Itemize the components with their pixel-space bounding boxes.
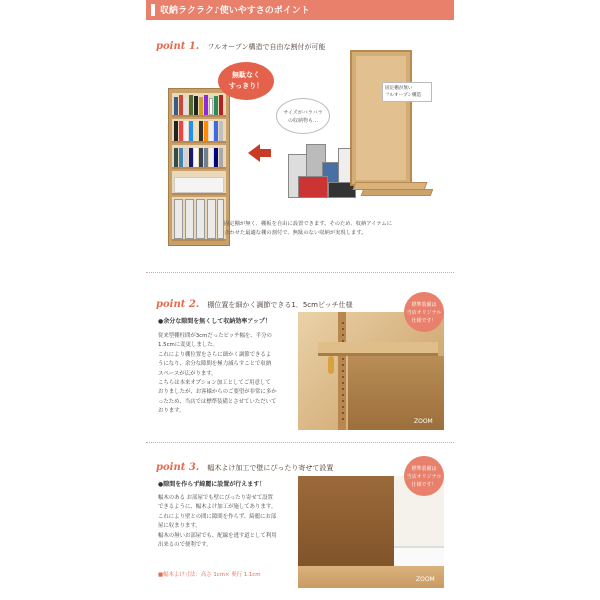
- point-2-body: [158, 332, 277, 417]
- point-1-title: フルオープン構造で自由な割付が可能: [207, 43, 326, 51]
- badge-line: 標準装備は: [411, 466, 437, 472]
- shelf-row: [172, 197, 226, 241]
- badge-line: 仕様です！: [411, 482, 437, 488]
- body-line: うになり、余分な隙間を極力減らすことで収納: [158, 361, 272, 368]
- point-1-label: point 1.: [156, 41, 200, 52]
- shelf-row: [172, 119, 226, 143]
- badge-line: 当店オリジナル: [406, 474, 442, 480]
- shelf-row: [172, 93, 226, 117]
- shelf-interior: [356, 56, 406, 180]
- body-line: ったため、当店では標準装備とさせていただいて: [158, 398, 277, 405]
- thought-cloud: [276, 98, 330, 134]
- point-3-body: [158, 494, 277, 550]
- left-arrow-icon-tail: [259, 149, 271, 157]
- body-line: これにより棚位置をさらに細かく調節できるよ: [158, 351, 272, 358]
- section-divider: [146, 272, 454, 273]
- frame-callout: [382, 82, 432, 102]
- callout-line: 固定棚が無い: [385, 86, 413, 91]
- point-2-heading: [156, 292, 353, 311]
- empty-shelf-frame-image: [350, 50, 412, 186]
- baseboard-dimension-note: ■幅木よけ寸法：高さ 1cm× 奥行 1.1cm: [158, 572, 261, 578]
- body-line: 幅木のある お部屋でも壁にぴったり寄せて設置: [158, 495, 273, 501]
- body-line: スペースが広がります。: [158, 370, 217, 377]
- body-line: できるように、幅木よけ加工が施してあります。: [158, 504, 277, 511]
- desc-line: 合わせた最適な棚の割付で、無駄のない収納が実現します。: [224, 230, 367, 236]
- body-line: これにより壁との間に隙間を作らず、綺麗にお部: [158, 513, 277, 520]
- feature-header-title: 収納ラクラク♪使いやすさのポイント: [160, 6, 310, 16]
- shelf-row: [172, 145, 226, 169]
- callout-line: フルオープン構造: [385, 93, 422, 98]
- shelf-board: [361, 189, 434, 196]
- badge-line: 仕様です！: [411, 318, 437, 324]
- bubble-line: すっきり！: [228, 82, 264, 90]
- body-line: こちらは本来オプション加工としてご用意して: [158, 380, 271, 387]
- point-1-heading: [156, 34, 325, 53]
- body-line: 従来型棚柱間が3cmだったピッチ幅を、半分の: [158, 333, 272, 339]
- point-3-title: 幅木よけ加工で壁にぴったり寄せて設置: [207, 464, 334, 472]
- feature-header: [146, 0, 454, 20]
- body-line: 屋に収まります。: [158, 523, 201, 530]
- badge-line: 標準装備は: [411, 302, 437, 308]
- point-3-label: point 3.: [156, 462, 200, 473]
- filled-bookshelf-image: [168, 88, 230, 246]
- cloud-line: の収納物も…: [287, 118, 318, 124]
- point-3-heading: [156, 455, 333, 474]
- body-line: おりましたが、お客様からのご要望が非常に多か: [158, 389, 277, 396]
- zoom-label: ZOOM: [416, 576, 435, 583]
- point-2-label: point 2.: [156, 299, 200, 310]
- desc-line: 固定棚が無く、棚板を自由に設置できます。そのため、収納アイテムに: [224, 221, 393, 227]
- section-divider: [146, 442, 454, 443]
- no-waste-bubble: [218, 62, 274, 100]
- header-marker: [151, 4, 155, 16]
- body-line: 1.5cmに変更しました。: [158, 342, 218, 349]
- point-1-description: [224, 220, 392, 238]
- product-feature-panel: [146, 0, 454, 600]
- original-spec-badge: [404, 292, 444, 332]
- body-line: おります。: [158, 408, 185, 415]
- badge-line: 当店オリジナル: [406, 310, 442, 316]
- body-line: 出来るので便利です。: [158, 542, 212, 549]
- point-3-subheading: ●隙間を作らず綺麗に設置が行えます！: [158, 481, 266, 488]
- point-2-subheading: ●余分な隙間を無くして収納効率アップ！: [158, 318, 271, 325]
- original-spec-badge: [404, 456, 444, 496]
- zoom-label: ZOOM: [414, 418, 433, 425]
- shelf-row: [172, 171, 226, 195]
- body-line: 幅木の無いお部屋でも、配線を逃す道として利用: [158, 532, 277, 539]
- point-2-title: 棚位置を細かく調節できる1．5cmピッチ仕様: [207, 301, 353, 309]
- cloud-line: サイズがバラバラ: [283, 110, 323, 116]
- bubble-line: 無駄なく: [232, 71, 260, 79]
